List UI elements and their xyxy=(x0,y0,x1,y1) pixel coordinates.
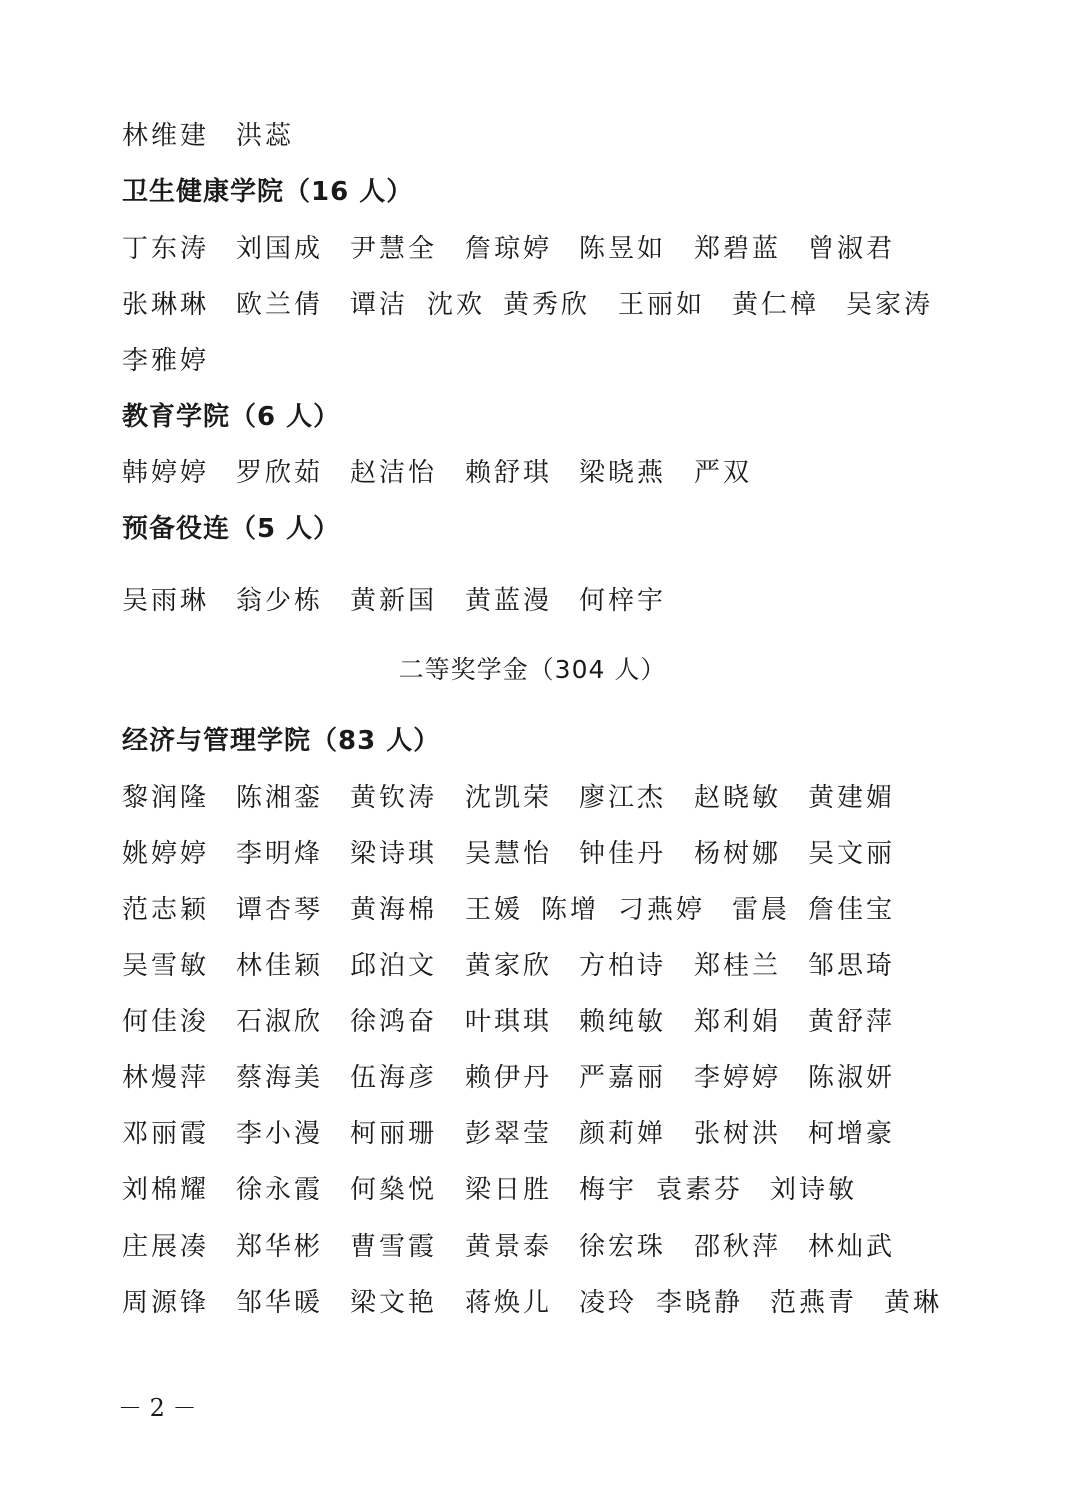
student-name: 李晓静 xyxy=(656,1288,744,1318)
student-name: 范志颖 xyxy=(122,895,210,925)
student-name: 黎润隆 xyxy=(122,783,210,813)
student-name: 严双 xyxy=(694,458,753,488)
student-name: 郑碧蓝 xyxy=(694,234,782,264)
section-heading-economics: 经济与管理学院（83 人） xyxy=(122,726,441,756)
student-name: 刘国成 xyxy=(236,234,324,264)
section-heading-health: 卫生健康学院（16 人） xyxy=(122,177,414,207)
student-name: 王丽如 xyxy=(618,290,706,320)
student-name: 陈昱如 xyxy=(579,234,667,264)
student-name: 张树洪 xyxy=(694,1119,782,1149)
student-name: 徐宏珠 xyxy=(579,1232,667,1262)
student-name: 郑利娟 xyxy=(694,1007,782,1037)
student-name: 袁素芬 xyxy=(656,1175,744,1205)
student-name: 梅宇 xyxy=(579,1175,638,1205)
student-name: 陈增 xyxy=(541,895,600,925)
student-name: 严嘉丽 xyxy=(579,1063,667,1093)
student-name: 郑桂兰 xyxy=(694,951,782,981)
student-name: 蔡海美 xyxy=(236,1063,324,1093)
student-name: 邓丽霞 xyxy=(122,1119,210,1149)
student-name: 吴家涛 xyxy=(846,290,934,320)
student-name: 邹华暖 xyxy=(236,1288,324,1318)
student-name: 黄仁樟 xyxy=(732,290,820,320)
student-name: 邱泊文 xyxy=(350,951,438,981)
student-name: 陈湘銮 xyxy=(236,783,324,813)
student-name: 黄家欣 xyxy=(465,951,553,981)
student-name: 韩婷婷 xyxy=(122,458,210,488)
student-name: 黄秀欣 xyxy=(503,290,591,320)
student-name: 林熳萍 xyxy=(122,1063,210,1093)
student-name: 张琳琳 xyxy=(122,290,210,320)
student-name: 李小漫 xyxy=(236,1119,324,1149)
student-name: 何燊悦 xyxy=(350,1175,438,1205)
scholarship-title: 二等奖学金（304 人） xyxy=(398,655,667,684)
student-name: 沈凯荣 xyxy=(465,783,553,813)
student-name: 石淑欣 xyxy=(236,1007,324,1037)
student-name: 钟佳丹 xyxy=(579,839,667,869)
student-name: 吴雪敏 xyxy=(122,951,210,981)
student-name: 柯丽珊 xyxy=(350,1119,438,1149)
student-name: 徐鸿奋 xyxy=(350,1007,438,1037)
student-name: 刁燕婷 xyxy=(618,895,706,925)
student-name: 姚婷婷 xyxy=(122,839,210,869)
student-name: 周源锋 xyxy=(122,1288,210,1318)
student-name: 邵秋萍 xyxy=(694,1232,782,1262)
student-name: 何梓宇 xyxy=(579,586,667,616)
student-name: 赵晓敏 xyxy=(694,783,782,813)
student-name: 赵洁怡 xyxy=(350,458,438,488)
student-name: 赖纯敏 xyxy=(579,1007,667,1037)
student-name: 梁诗琪 xyxy=(350,839,438,869)
student-name: 刘诗敏 xyxy=(770,1175,858,1205)
student-name: 曾淑君 xyxy=(808,234,896,264)
student-name: 柯增豪 xyxy=(808,1119,896,1149)
section-heading-reserve: 预备役连（5 人） xyxy=(122,514,341,544)
student-name: 黄景泰 xyxy=(465,1232,553,1262)
student-name: 廖江杰 xyxy=(579,783,667,813)
student-name: 黄舒萍 xyxy=(808,1007,896,1037)
student-name: 林佳颖 xyxy=(236,951,324,981)
student-name: 雷晨 xyxy=(732,895,791,925)
section-heading-education: 教育学院（6 人） xyxy=(122,402,341,432)
student-name: 曹雪霞 xyxy=(350,1232,438,1262)
student-name: 黄海棉 xyxy=(350,895,438,925)
student-name: 赖舒琪 xyxy=(465,458,553,488)
student-name: 吴雨琳 xyxy=(122,586,210,616)
student-name: 彭翠莹 xyxy=(465,1119,553,1149)
student-name: 李明烽 xyxy=(236,839,324,869)
student-name: 黄蓝漫 xyxy=(465,586,553,616)
student-name: 詹佳宝 xyxy=(808,895,896,925)
student-name: 梁晓燕 xyxy=(579,458,667,488)
student-name: 刘棉耀 xyxy=(122,1175,210,1205)
student-name: 徐永霞 xyxy=(236,1175,324,1205)
student-name: 林维建 xyxy=(122,121,210,151)
student-name: 凌玲 xyxy=(579,1288,638,1318)
student-name: 方柏诗 xyxy=(579,951,667,981)
student-name: 李婷婷 xyxy=(694,1063,782,1093)
student-name: 杨树娜 xyxy=(694,839,782,869)
student-name: 范燕青 xyxy=(770,1288,858,1318)
student-name: 黄琳 xyxy=(884,1288,943,1318)
student-name: 丁东涛 xyxy=(122,234,210,264)
student-name: 李雅婷 xyxy=(122,346,210,376)
student-name: 林灿武 xyxy=(808,1232,896,1262)
page-number: － 2 － xyxy=(118,1394,197,1422)
student-name: 吴文丽 xyxy=(808,839,896,869)
student-name: 黄建媚 xyxy=(808,783,896,813)
student-name: 蒋焕儿 xyxy=(465,1288,553,1318)
student-name: 罗欣茹 xyxy=(236,458,324,488)
student-name: 颜莉婵 xyxy=(579,1119,667,1149)
student-name: 欧兰倩 xyxy=(236,290,324,320)
student-name: 叶琪琪 xyxy=(465,1007,553,1037)
student-name: 詹琼婷 xyxy=(465,234,553,264)
student-name: 郑华彬 xyxy=(236,1232,324,1262)
student-name: 赖伊丹 xyxy=(465,1063,553,1093)
student-name: 何佳浚 xyxy=(122,1007,210,1037)
student-name: 梁日胜 xyxy=(465,1175,553,1205)
student-name: 陈淑妍 xyxy=(808,1063,896,1093)
student-name: 翁少栋 xyxy=(236,586,324,616)
student-name: 沈欢 xyxy=(427,290,486,320)
student-name: 黄新国 xyxy=(350,586,438,616)
student-name: 邹思琦 xyxy=(808,951,896,981)
student-name: 洪蕊 xyxy=(236,121,295,151)
student-name: 黄钦涛 xyxy=(350,783,438,813)
student-name: 伍海彦 xyxy=(350,1063,438,1093)
student-name: 谭洁 xyxy=(350,290,409,320)
student-name: 吴慧怡 xyxy=(465,839,553,869)
student-name: 尹慧全 xyxy=(350,234,438,264)
student-name: 梁文艳 xyxy=(350,1288,438,1318)
student-name: 庄展凑 xyxy=(122,1232,210,1262)
student-name: 谭杏琴 xyxy=(236,895,324,925)
student-name: 王媛 xyxy=(465,895,524,925)
